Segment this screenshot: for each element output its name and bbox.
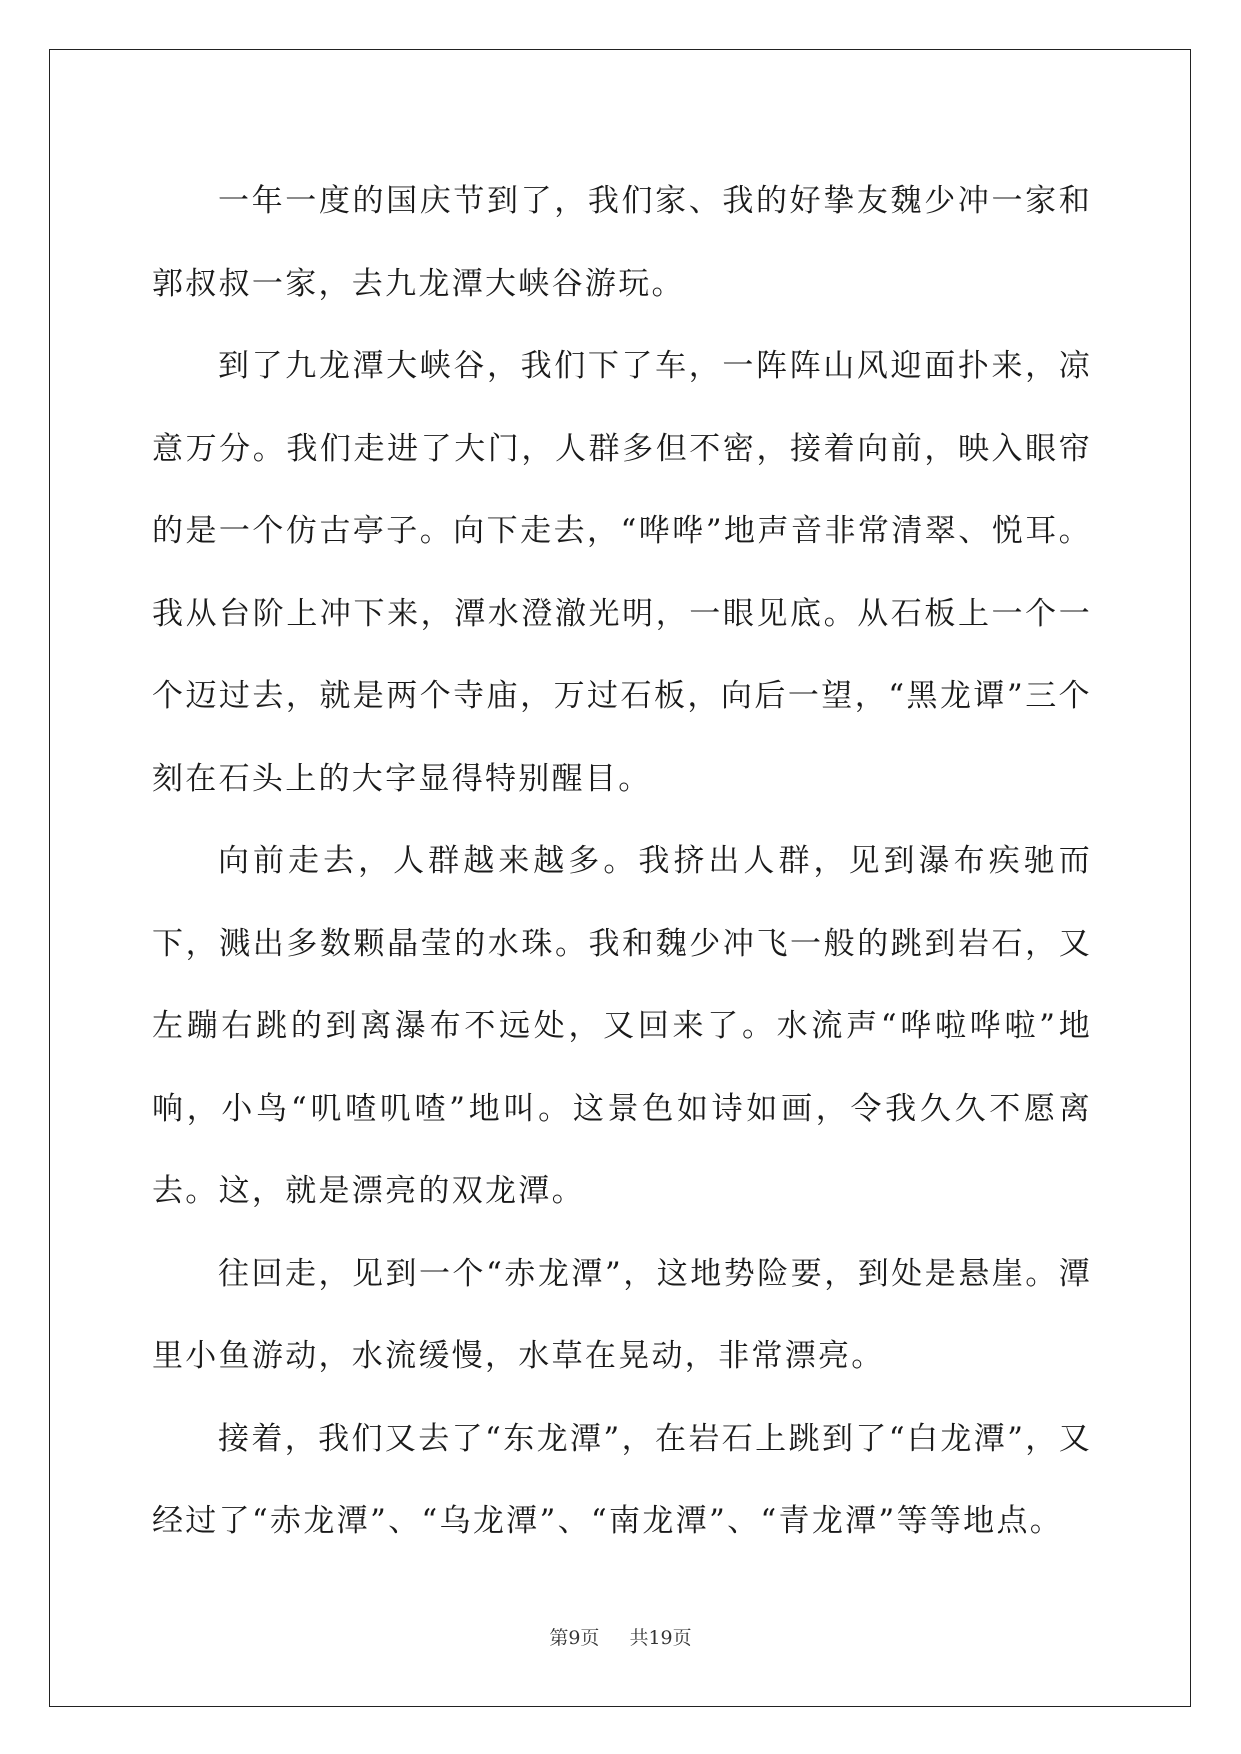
total-pages: 共19页 — [629, 1627, 692, 1649]
paragraph-3: 向前走去，人群越来越多。我挤出人群，见到瀑布疾驰而下，溅出多数颗晶莹的水珠。我和魏少冲飞一般的跳到岩石，又左蹦右跳的到离瀑布不远处，又回来了。水流声“哗啦哗啦”地响，小鸟“叽喳叽喳”地叫。这景色如诗如画，令我久久不愿离去。这，就是漂亮的双龙潭。 — [152, 843, 1092, 1209]
paragraph-2: 到了九龙潭大峡谷，我们下了车，一阵阵山风迎面扑来，凉意万分。我们走进了大门，人群多但不密，接着向前，映入眼帘的是一个仿古亭子。向下走去，“哗哗”地声音非常清翠、悦耳。我从台阶上冲下来，潭水澄澈光明，一眼见底。从石板上一个一个迈过去，就是两个寺庙，万过石板，向后一望，“黑龙谭”三个刻在石头上的大字显得特别醒目。 — [152, 348, 1092, 797]
page-footer — [0, 1623, 1241, 1650]
paragraph-5: 接着，我们又去了“东龙潭”，在岩石上跳到了“白龙潭”，又经过了“赤龙潭”、“乌龙潭”、“南龙潭”、“青龙潭”等等地点。 — [152, 1420, 1092, 1539]
paragraph-1: 一年一度的国庆节到了，我们家、我的好挚友魏少冲一家和郭叔叔一家，去九龙潭大峡谷游玩。 — [152, 183, 1092, 302]
paragraph-4: 往回走，见到一个“赤龙潭”，这地势险要，到处是悬崖。潭里小鱼游动，水流缓慢，水草在晃动，非常漂亮。 — [152, 1255, 1092, 1374]
page-number: 第9页 — [549, 1627, 600, 1649]
document-body — [152, 160, 1092, 1563]
